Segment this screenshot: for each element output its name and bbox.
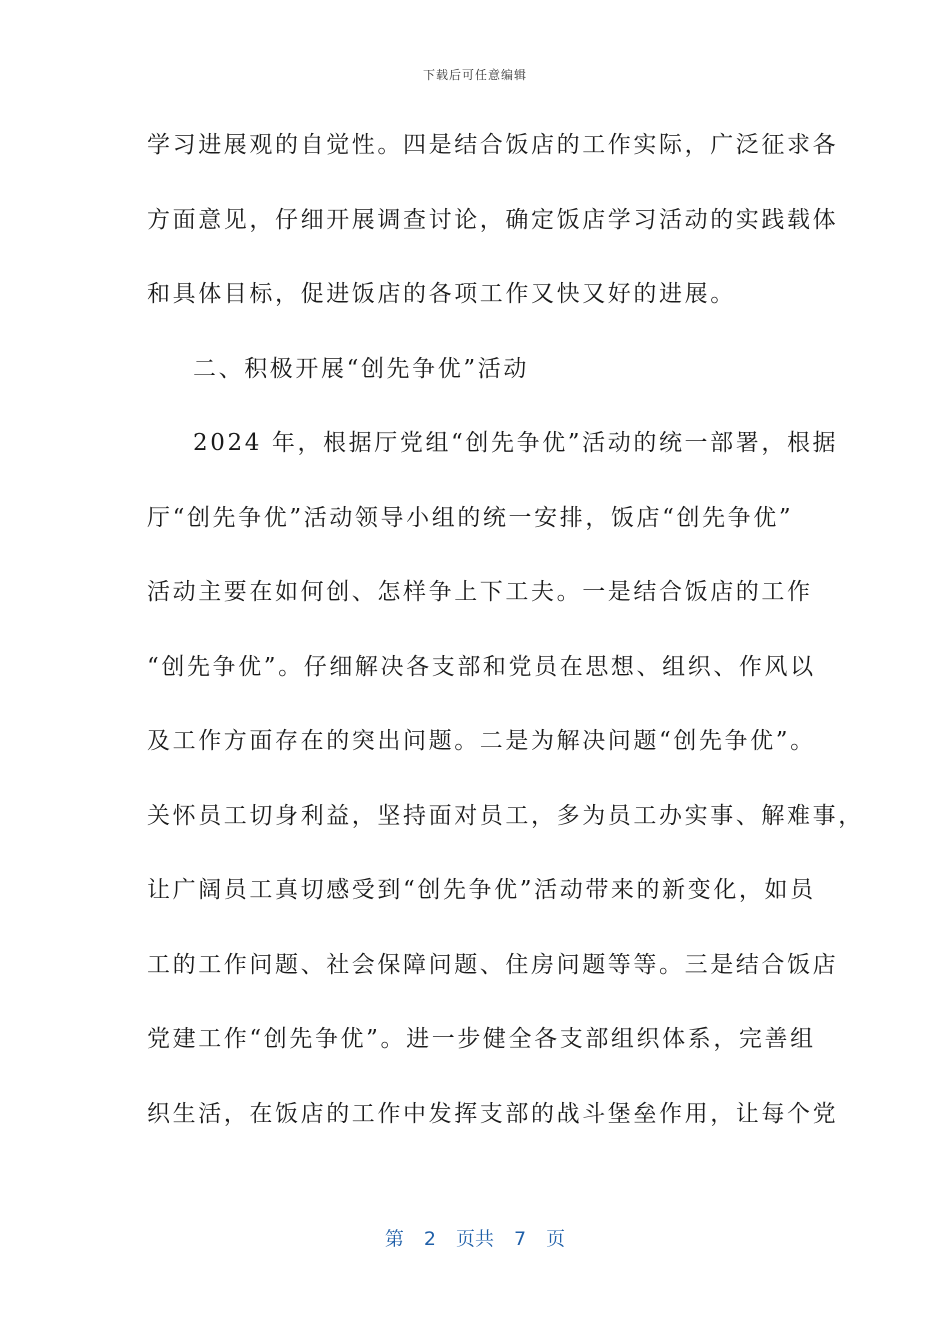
body-line: 让广阔员工真切感受到“创先争优”活动带来的新变化，如员 — [147, 877, 816, 903]
total-page-count: 7 — [514, 1228, 527, 1250]
body-line: 方面意见，仔细开展调查讨论，确定饭店学习活动的实践载体 — [147, 206, 839, 233]
footer-ye-gong: 页共 — [455, 1228, 494, 1250]
body-line: 学习进展观的自觉性。四是结合饭店的工作实际，广泛征求各 — [147, 132, 839, 158]
body-line: “创先争优”。仔细解决各支部和党员在思想、组织、作风以 — [147, 653, 816, 680]
body-line: 织生活，在饭店的工作中发挥支部的战斗堡垒作用，让每个党 — [147, 1100, 839, 1127]
body-line: 及工作方面存在的突出问题。二是为解决问题“创先争优”。 — [147, 728, 816, 754]
page-footer — [0, 1224, 950, 1251]
section-heading: 二、积极开展“创先争优”活动 — [193, 355, 529, 382]
document-body — [147, 120, 864, 1163]
footer-di: 第 — [384, 1228, 404, 1250]
body-line: 关怀员工切身利益，坚持面对员工，多为员工办实事、解难事， — [147, 802, 864, 829]
body-line: 和具体目标，促进饭店的各项工作又快又好的进展。 — [147, 281, 736, 307]
body-line: 党建工作“创先争优”。进一步健全各支部组织体系，完善组 — [147, 1026, 816, 1052]
current-page-number: 2 — [423, 1228, 436, 1250]
header-note: 下载后可任意编辑 — [422, 68, 527, 82]
body-line: 活动主要在如何创、怎样争上下工夫。一是结合饭店的工作 — [147, 579, 813, 605]
body-line: 厅“创先争优”活动领导小组的统一安排，饭店“创先争优” — [147, 504, 794, 531]
body-line: 2024 年，根据厅党组“创先争优”活动的统一部署，根据 — [193, 430, 839, 456]
footer-ye: 页 — [546, 1228, 566, 1250]
body-line: 工的工作问题、社会保障问题、住房问题等等。三是结合饭店 — [147, 951, 839, 978]
